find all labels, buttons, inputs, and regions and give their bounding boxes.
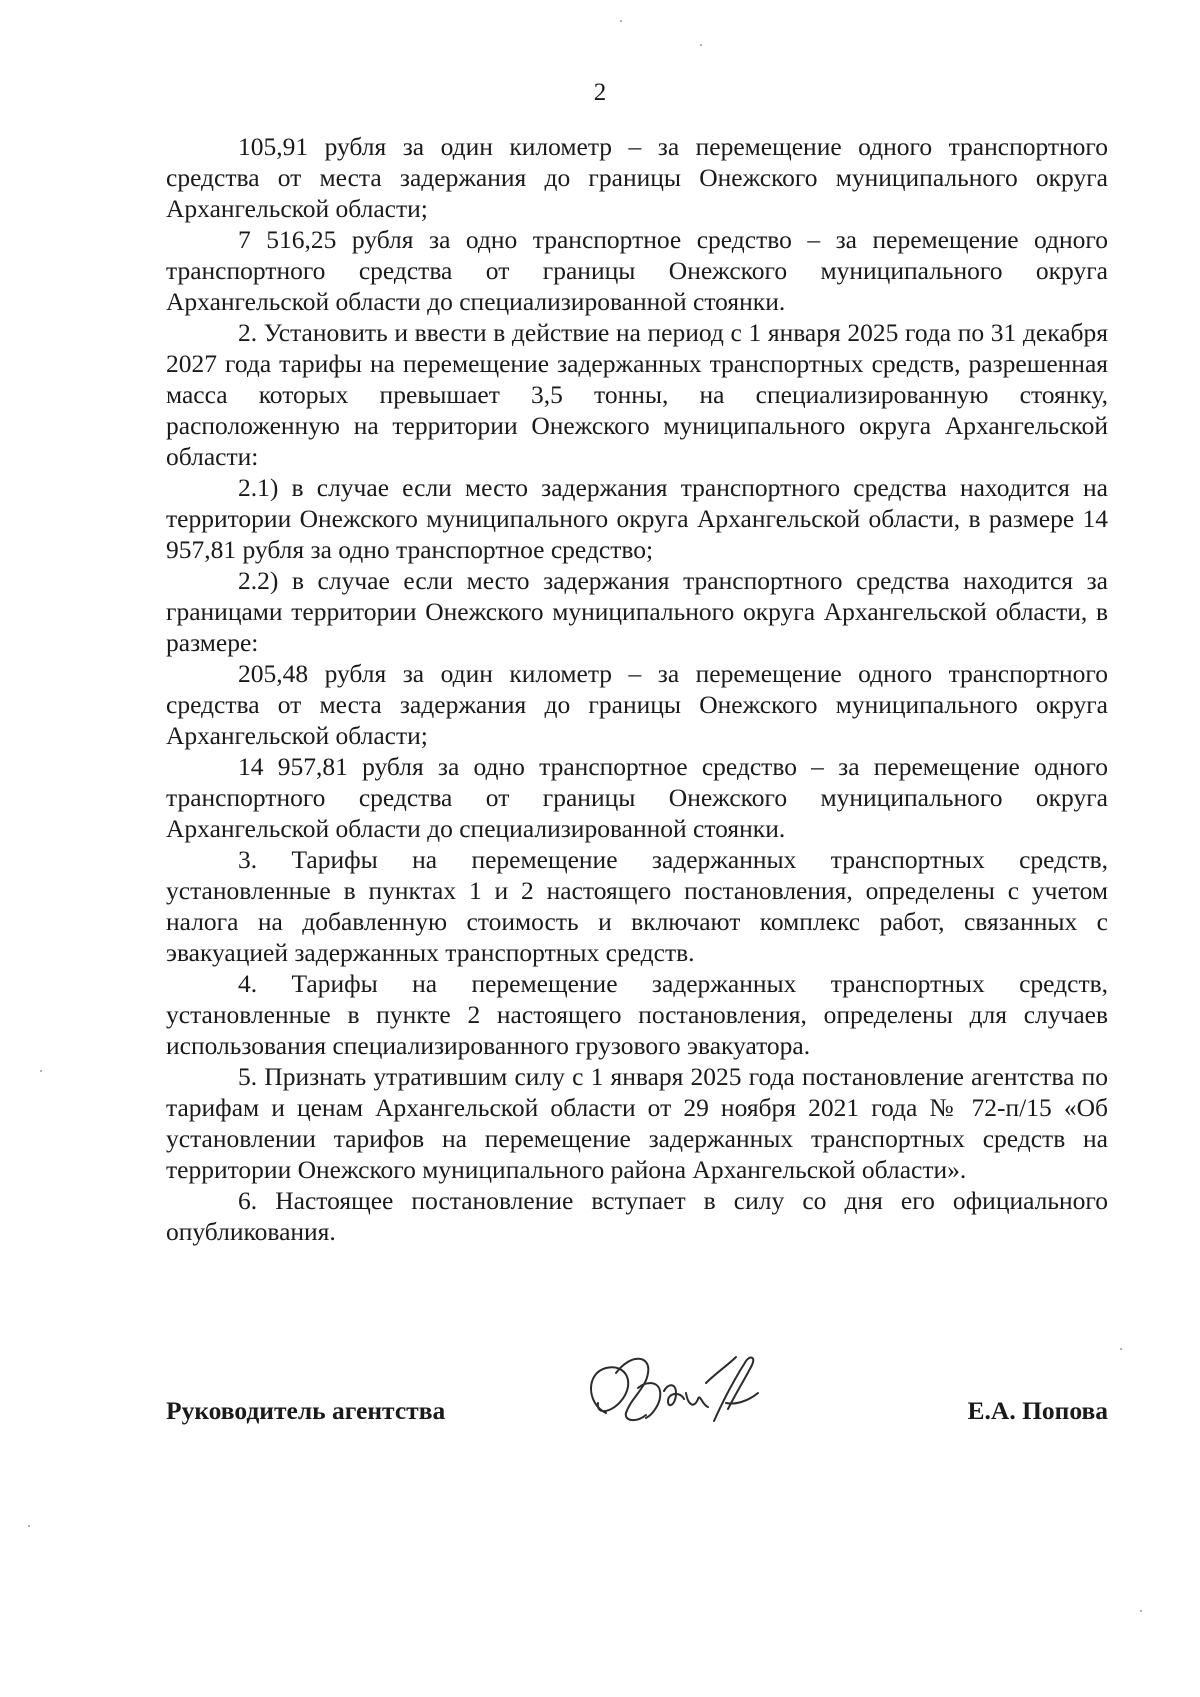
paragraph-2: 7 516,25 рубля за одно транспортное средство – за перемещение одного транспортного средства от границы Онежского муниципального округа Архангельской области до специализированной стоянки. [166,225,1108,316]
paragraph-6: 205,48 рубля за один километр – за перемещение одного транспортного средства от места задержания до границы Онежского муниципального округа Архангельской области; [166,659,1108,750]
signatory-name: Е.А. Попова [967,1396,1108,1425]
scan-speck [1120,1348,1122,1350]
signature-block [166,1395,1108,1455]
paragraph-4: 2.1) в случае если место задержания транспортного средства находится на территории Онежского муниципального округа Архангельской области, в размере 14 957,81 рубля за одно транспортное средство; [166,473,1108,564]
document-body [166,131,1108,1247]
page-number: 2 [593,79,607,106]
scan-speck [1140,1610,1142,1612]
paragraph-11: 6. Настоящее постановление вступает в силу со дня его официального опубликования. [166,1186,1108,1246]
scan-speck [28,1525,30,1527]
scan-speck [700,44,702,46]
scan-speck [620,20,622,22]
paragraph-7: 14 957,81 рубля за одно транспортное средство – за перемещение одного транспортного средства от границы Онежского муниципального округа Архангельской области до специализированной стоянки. [166,752,1108,843]
paragraph-8: 3. Тарифы на перемещение задержанных транспортных средств, установленные в пунктах 1 и 2 настоящего постановления, определены с учетом налога на добавленную стоимость и включают комплекс работ, связанных с эвакуацией задержанных транспортных средств. [166,845,1108,967]
scan-speck [40,1070,42,1072]
handwritten-signature-icon [576,1343,776,1438]
paragraph-10: 5. Признать утратившим силу с 1 января 2025 года постановление агентства по тарифам и ценам Архангельской области от 29 ноября 2021 года № 72-п/15 «Об установлении тарифов на перемещение задержанных транспортных средств на территории Онежского муниципального района Архангельской области». [166,1062,1108,1184]
signatory-title: Руководитель агентства [166,1396,446,1425]
paragraph-3: 2. Установить и ввести в действие на период с 1 января 2025 года по 31 декабря 2027 года тарифы на перемещение задержанных транспортных средств, разрешенная масса которых превышает 3,5 тонны, на специализированную стоянку, расположенную на территории Онежского муниципального округа Архангельской области: [166,318,1108,471]
paragraph-9: 4. Тарифы на перемещение задержанных транспортных средств, установленные в пункте 2 настоящего постановления, определены для случаев использования специализированного грузового эвакуатора. [166,969,1108,1060]
paragraph-5: 2.2) в случае если место задержания транспортного средства находится за границами территории Онежского муниципального округа Архангельской области, в размере: [166,566,1108,657]
paragraph-1: 105,91 рубля за один километр – за перемещение одного транспортного средства от места задержания до границы Онежского муниципального округа Архангельской области; [166,132,1108,223]
